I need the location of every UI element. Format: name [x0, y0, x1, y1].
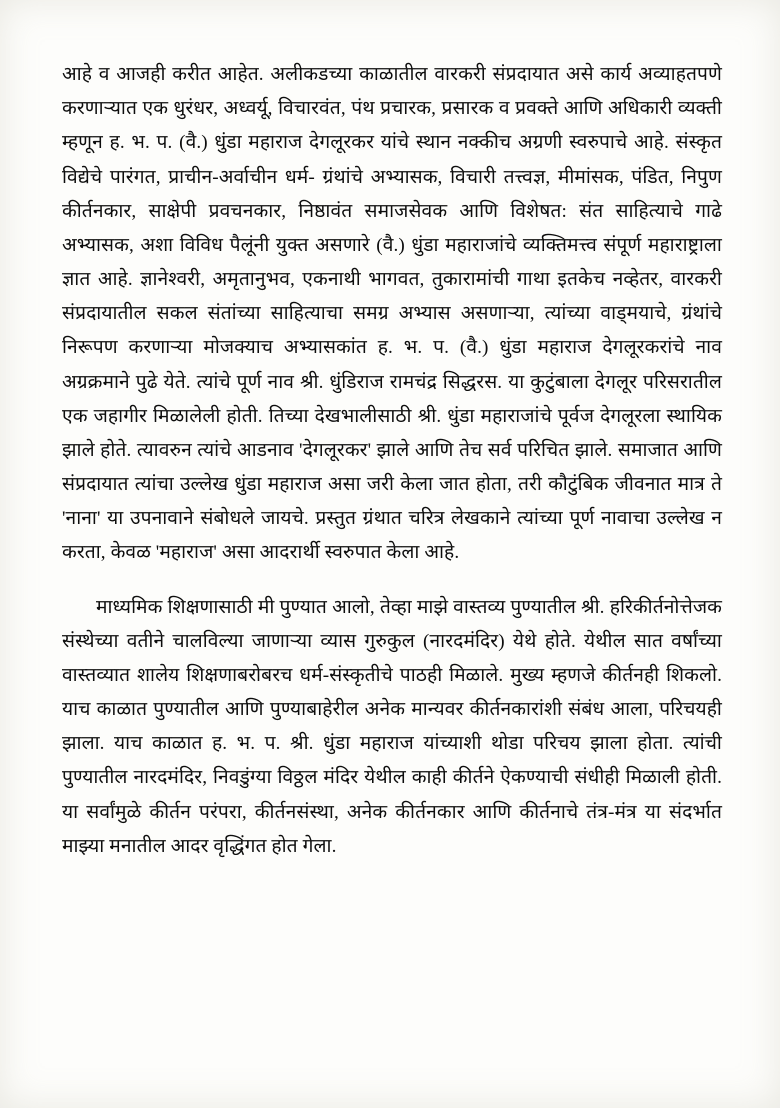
paragraph-1: आहे व आजही करीत आहेत. अलीकडच्या काळातील वारकरी संप्रदायात असे कार्य अव्याहतपणे करणाऱ्यात एक धुरंधर, अध्वर्यू, विचारवंत, पंथ प्रचारक, प्रसारक व प्रवक्ते आणि अधिकारी व्यक्ती म्हणून ह. भ. प. (वै.) धुंडा महाराज देगलूरकर यांचे स्थान नक्कीच अग्रणी स्वरुपाचे आहे. संस्कृत विद्येचे पारंगत, प्राचीन-अर्वाचीन धर्म- ग्रंथांचे अभ्यासक, विचारी तत्त्वज्ञ, मीमांसक, पंडित, निपुण कीर्तनकार, साक्षेपी प्रवचनकार, निष्ठावंत समाजसेवक आणि विशेषत: संत साहित्याचे गाढे अभ्यासक, अशा विविध पैलूंनी युक्त असणारे (वै.) धुंडा महाराजांचे व्यक्तिमत्त्व संपूर्ण महाराष्ट्राला ज्ञात आहे. ज्ञानेश्वरी, अमृतानुभव, एकनाथी भागवत, तुकारामांची गाथा इतकेच नव्हेतर, वारकरी संप्रदायातील सकल संतांच्या साहित्याचा समग्र अभ्यास असणाऱ्या, त्यांच्या वाड्मयाचे, ग्रंथांचे निरूपण करणाऱ्या मोजक्याच अभ्यासकांत ह. भ. प. (वै.) धुंडा महाराज देगलूरकरांचे नाव अग्रक्रमाने पुढे येते. त्यांचे पूर्ण नाव श्री. धुंडिराज रामचंद्र सिद्धरस. या कुटुंबाला देगलूर परिसरातील एक जहागीर मिळालेली होती. तिच्या देखभालीसाठी श्री. धुंडा महाराजांचे पूर्वज देगलूरला स्थायिक झाले होते. त्यावरुन त्यांचे आडनाव 'देगलूरकर' झाले आणि तेच सर्व परिचित झाले. समाजात आणि संप्रदायात त्यांचा उल्लेख धुंडा महाराज असा जरी केला जात होता, तरी कौटुंबिक जीवनात मात्र ते 'नाना' या उपनावाने संबोधले जायचे. प्रस्तुत ग्रंथात चरित्र लेखकाने त्यांच्या पूर्ण नावाचा उल्लेख न करता, केवळ 'महाराज' असा आदरार्थी स्वरुपात केला आहे. [62, 64, 722, 564]
page-text-body [62, 58, 722, 864]
paragraph-2: माध्यमिक शिक्षणासाठी मी पुण्यात आलो, तेव्हा माझे वास्तव्य पुण्यातील श्री. हरिकीर्तनोत्तेजक संस्थेच्या वतीने चालविल्या जाणाऱ्या व्यास गुरुकुल (नारदमंदिर) येथे होते. येथील सात वर्षांच्या वास्तव्यात शालेय शिक्षणाबरोबरच धर्म-संस्कृतीचे पाठही मिळाले. मुख्य म्हणजे कीर्तनही शिकलो. याच काळात पुण्यातील आणि पुण्याबाहेरील अनेक मान्यवर कीर्तनकारांशी संबंध आला, परिचयही झाला. याच काळात ह. भ. प. श्री. धुंडा महाराज यांच्याशी थोडा परिचय झाला होता. त्यांची पुण्यातील नारदमंदिर, निवडुंग्या विठ्ठल मंदिर येथील काही कीर्तने ऐकण्याची संधीही मिळाली होती. या सर्वांमुळे कीर्तन परंपरा, कीर्तनसंस्था, अनेक कीर्तनकार आणि कीर्तनाचे तंत्र-मंत्र या संदर्भात माझ्या मनातील आदर वृद्धिंगत होत गेला. [62, 596, 722, 857]
